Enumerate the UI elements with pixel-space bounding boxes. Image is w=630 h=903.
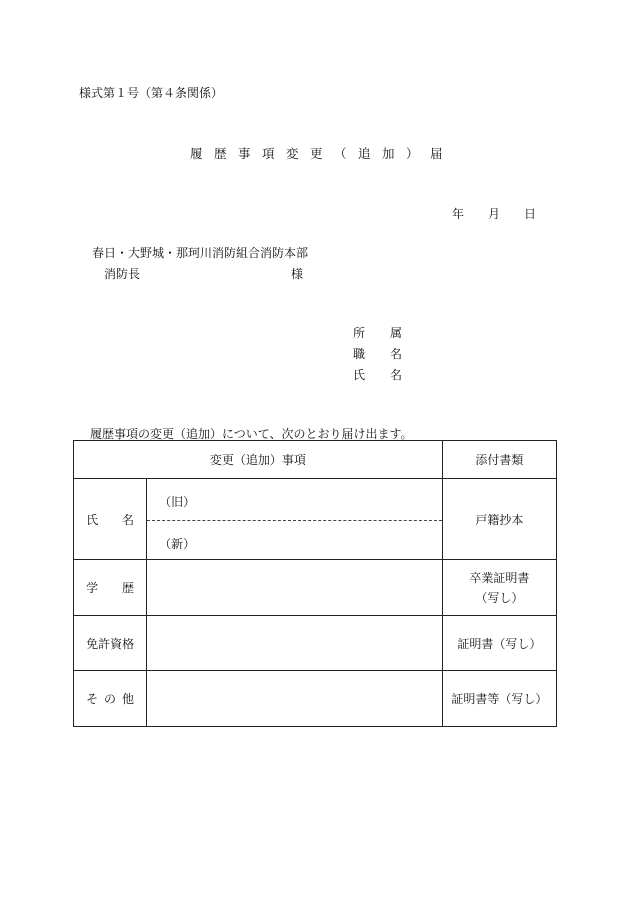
table-row-other: [74, 671, 557, 727]
date-day-label: 日: [524, 207, 537, 221]
applicant-name-label: [353, 365, 402, 386]
addressee-honorific: 様: [291, 267, 304, 281]
old-name-label: （旧）: [159, 495, 196, 509]
label-char: 名: [122, 512, 135, 527]
intro-text: 履歴事項の変更（追加）について、次のとおり届け出ます。: [90, 427, 413, 441]
name-change-cell[interactable]: [147, 479, 443, 560]
table-row-license: [74, 616, 557, 671]
education-entry-cell[interactable]: [147, 560, 443, 616]
row-label-license: 免許資格: [74, 616, 147, 671]
date-row: [452, 205, 536, 222]
date-year-label: 年: [452, 207, 465, 221]
row-label-other: [74, 671, 147, 727]
attach-name: 戸籍抄本: [442, 479, 556, 560]
applicant-position-label: [353, 344, 402, 365]
attach-other: 証明書等（写し）: [442, 671, 556, 727]
table-row-education: [74, 560, 557, 616]
label-char: 職: [353, 347, 366, 361]
label-char: 所: [353, 326, 366, 340]
label-char: 氏: [353, 368, 366, 382]
old-new-divider: [147, 520, 442, 521]
table-header-row: [74, 441, 557, 479]
applicant-fields: [353, 323, 402, 386]
label-char: そ: [86, 692, 99, 706]
date-month-label: 月: [488, 207, 501, 221]
label-char: 名: [390, 368, 403, 382]
license-entry-cell[interactable]: [147, 616, 443, 671]
label-char: 他: [122, 692, 135, 706]
label-char: 名: [390, 347, 403, 361]
document-title: 履歴事項変更（追加）届: [190, 146, 455, 161]
form-number: 様式第１号（第４条関係）: [79, 86, 224, 100]
table-row-name: [74, 479, 557, 560]
attach-education: [442, 560, 556, 616]
attach-education-line2: （写し）: [475, 590, 524, 605]
other-entry-cell[interactable]: [147, 671, 443, 727]
label-char: 歴: [122, 581, 135, 595]
label-char: 氏: [86, 512, 99, 527]
row-label-name: [74, 479, 147, 560]
attach-license: 証明書（写し）: [442, 616, 556, 671]
label-char: 学: [86, 581, 99, 595]
header-attachments: 添付書類: [442, 441, 556, 479]
new-name-label: （新）: [159, 537, 196, 551]
addressee-title: 消防長: [104, 267, 141, 281]
addressee-organization: 春日・大野城・那珂川消防組合消防本部: [92, 246, 309, 260]
label-char: 属: [390, 326, 403, 340]
attach-education-line1: 卒業証明書: [469, 570, 530, 585]
label-char: の: [104, 692, 117, 706]
row-label-education: [74, 560, 147, 616]
change-items-table: [73, 440, 557, 727]
applicant-affiliation-label: [353, 323, 402, 344]
header-change-items: 変更（追加）事項: [74, 441, 443, 479]
